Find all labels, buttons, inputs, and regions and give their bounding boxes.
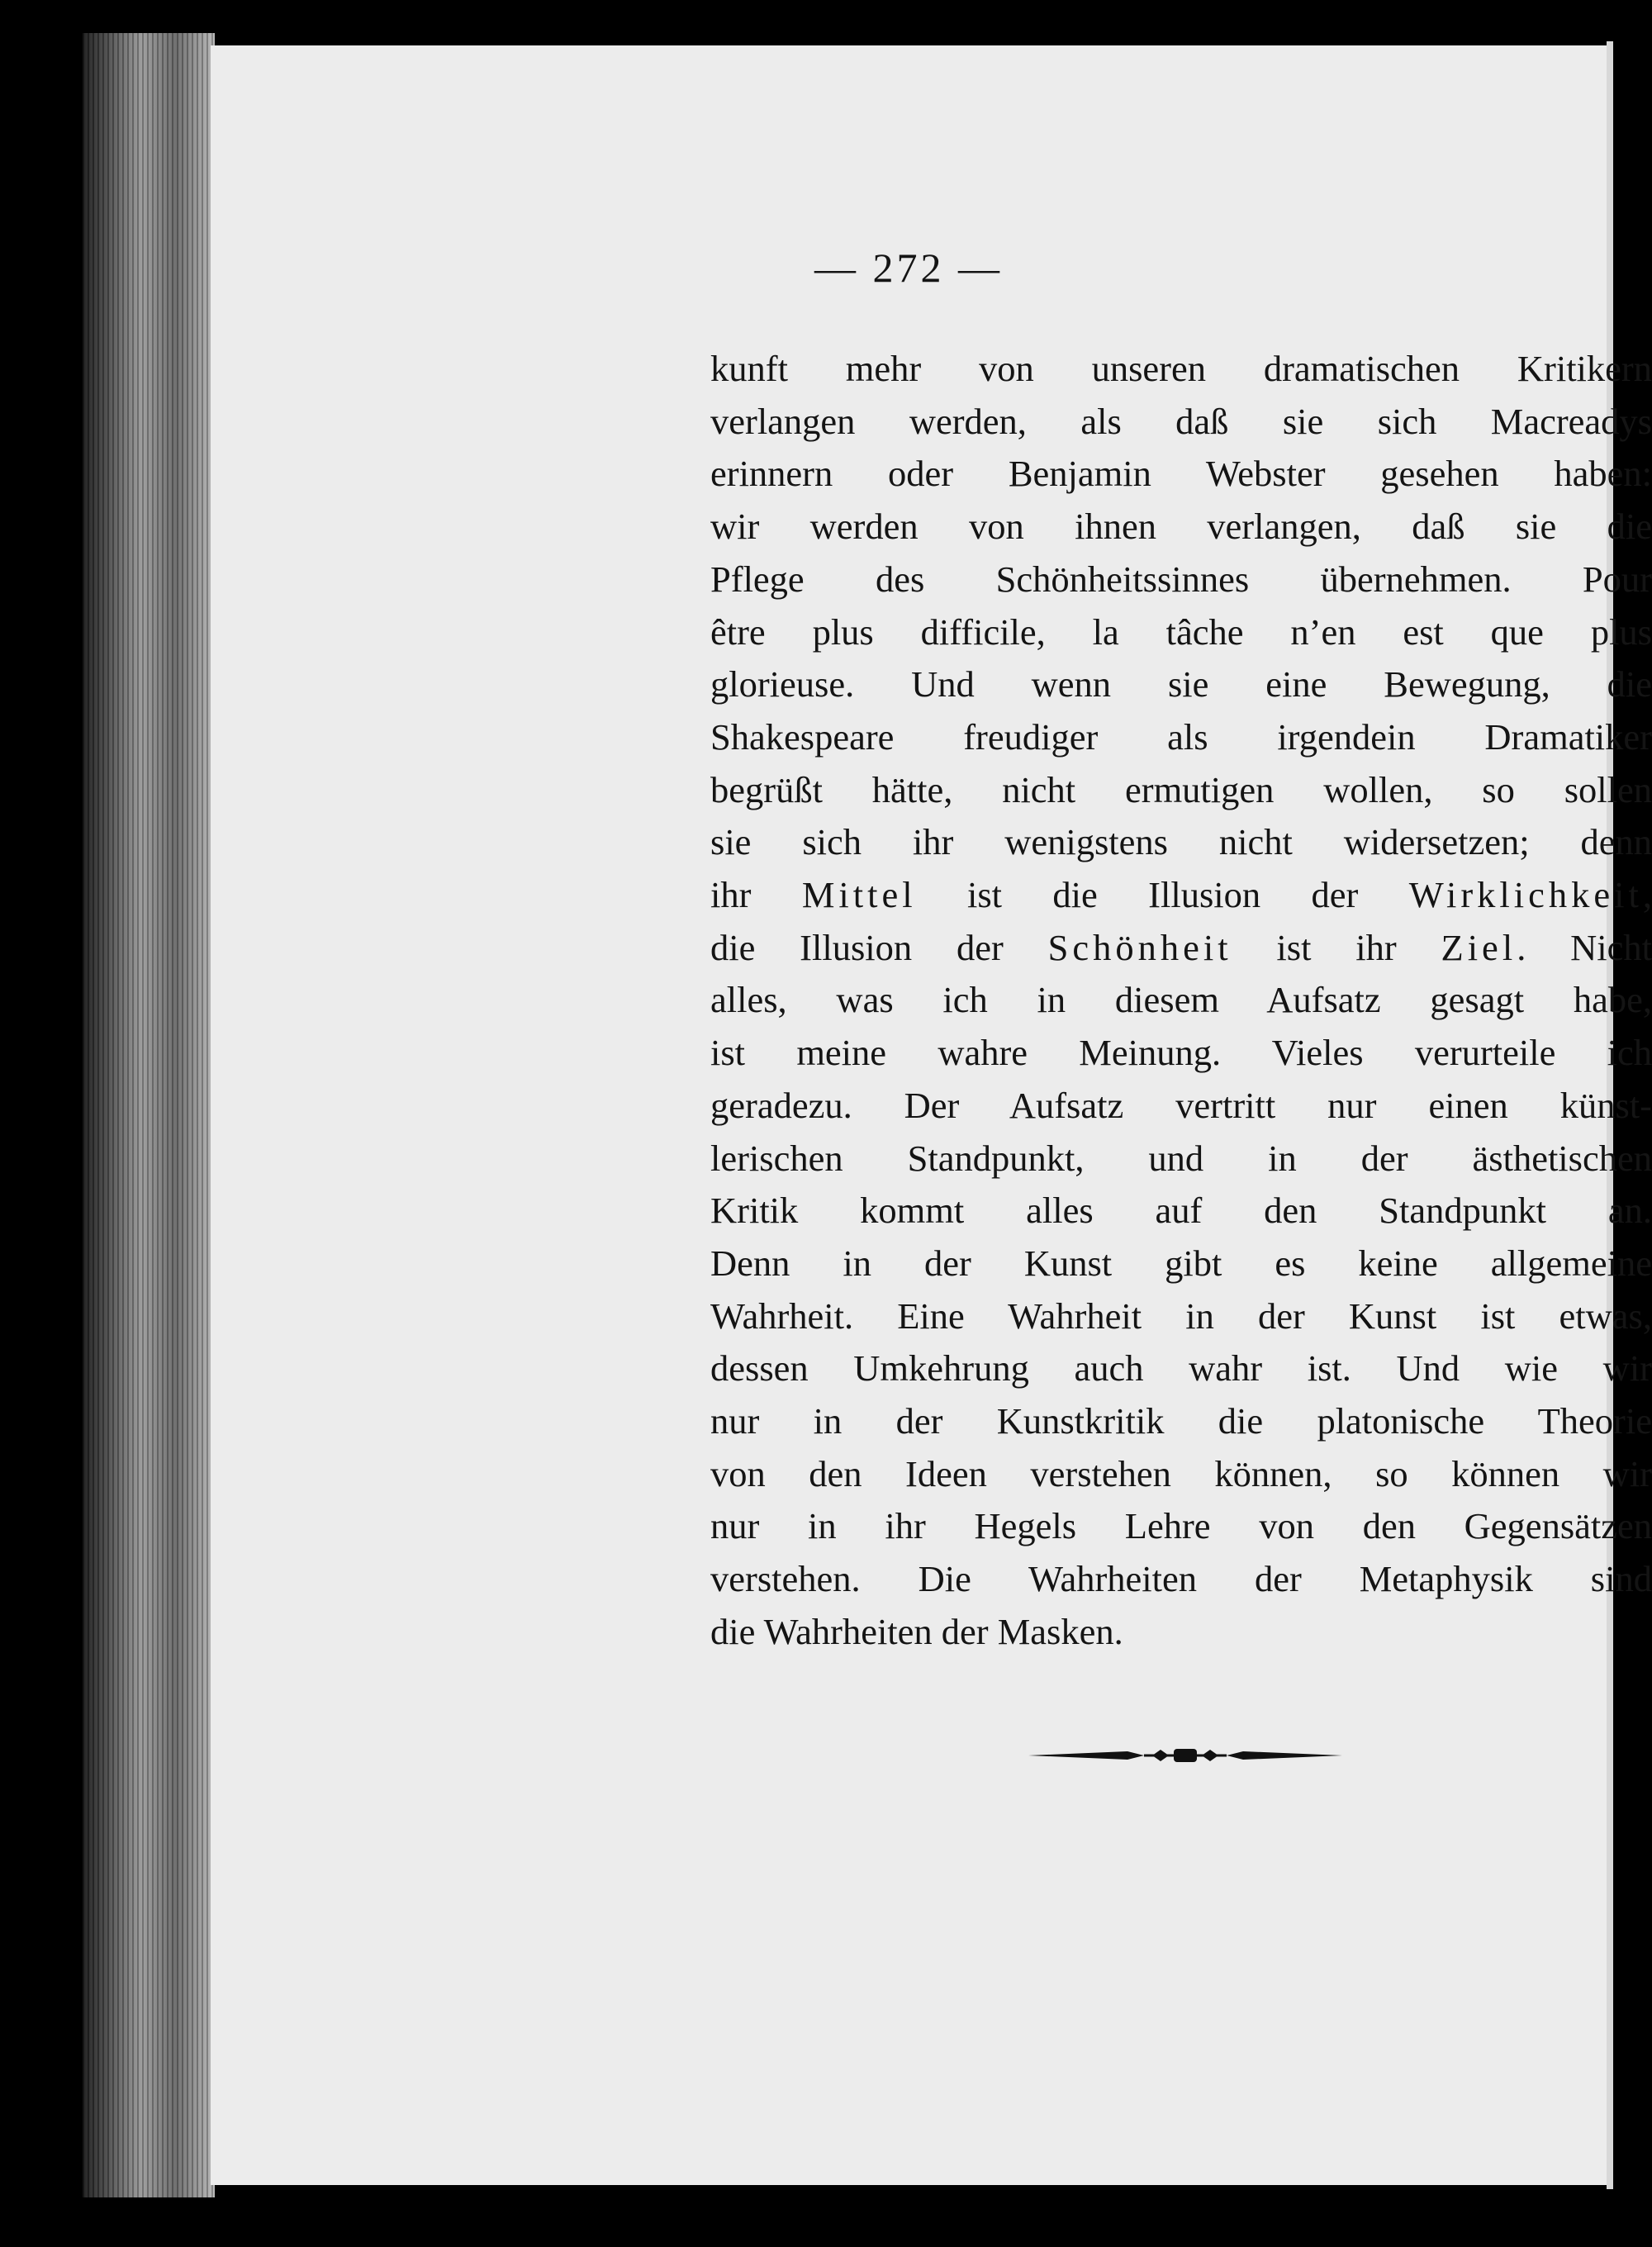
- text-line: Denn in der Kunst gibt es keine allgemeine: [710, 1242, 1652, 1284]
- text-line: lerischen Standpunkt, und in der ästhetischen: [710, 1137, 1652, 1179]
- text-line: begrüßt hätte, nicht ermutigen wollen, so sollen: [710, 768, 1652, 810]
- text-line: alles, was ich in diesem Aufsatz gesagt habe,: [710, 979, 1652, 1021]
- text-line: Wahrheit. Eine Wahrheit in der Kunst ist etwas,: [710, 1295, 1652, 1337]
- text-line: wir werden von ihnen verlangen, daß sie die: [710, 506, 1652, 548]
- text-line: geradezu. Der Aufsatz vertritt nur einen künst-: [710, 1084, 1652, 1126]
- page-number: — 272 —: [814, 245, 1003, 291]
- text-line: verstehen. Die Wahrheiten der Metaphysik sind: [710, 1558, 1652, 1600]
- text-line: ist meine wahre Meinung. Vieles verurteile ich: [710, 1032, 1652, 1074]
- text-line: dessen Umkehrung auch wahr ist. Und wie wir: [710, 1347, 1652, 1390]
- spaced-word: Mittel: [801, 874, 917, 916]
- spaced-word: Schönheit: [1047, 926, 1232, 968]
- text-line: glorieuse. Und wenn sie eine Bewegung, die: [710, 663, 1652, 705]
- text-line: verlangen werden, als daß sie sich Macreadys: [710, 400, 1652, 442]
- closing-ornament: [1028, 1743, 1342, 1768]
- text-line: Kritik kommt alles auf den Standpunkt an.: [710, 1190, 1652, 1232]
- book-page: [211, 45, 1652, 2185]
- text-line: être plus difficile, la tâche n’en est que plus: [710, 610, 1652, 653]
- text-line: von den Ideen verstehen können, so können wir: [710, 1452, 1652, 1494]
- text-line: erinnern oder Benjamin Webster gesehen haben:: [710, 453, 1652, 495]
- text-line: ihr Mittel ist die Illusion der Wirklichkeit,: [710, 874, 1652, 916]
- text-line: Pflege des Schönheitssinnes übernehmen. Pour: [710, 558, 1652, 600]
- book-spine: [83, 33, 215, 2197]
- text-line: die Wahrheiten der Masken.: [710, 1610, 1123, 1652]
- text-line: sie sich ihr wenigstens nicht widersetzen; denn: [710, 821, 1652, 863]
- text-line: kunft mehr von unseren dramatischen Kritikern: [710, 348, 1652, 389]
- body-text: [710, 343, 1652, 1659]
- text-line: Shakespeare freudiger als irgendein Dramatiker: [710, 715, 1652, 758]
- text-line: die Illusion der Schönheit ist ihr Ziel. Nicht: [710, 926, 1652, 968]
- spaced-word: Wirklichkeit: [1408, 874, 1643, 916]
- text-line: nur in ihr Hegels Lehre von den Gegensätzen: [710, 1505, 1652, 1547]
- spaced-word: Ziel: [1441, 926, 1517, 968]
- text-line: nur in der Kunstkritik die platonische Theorie: [710, 1400, 1652, 1442]
